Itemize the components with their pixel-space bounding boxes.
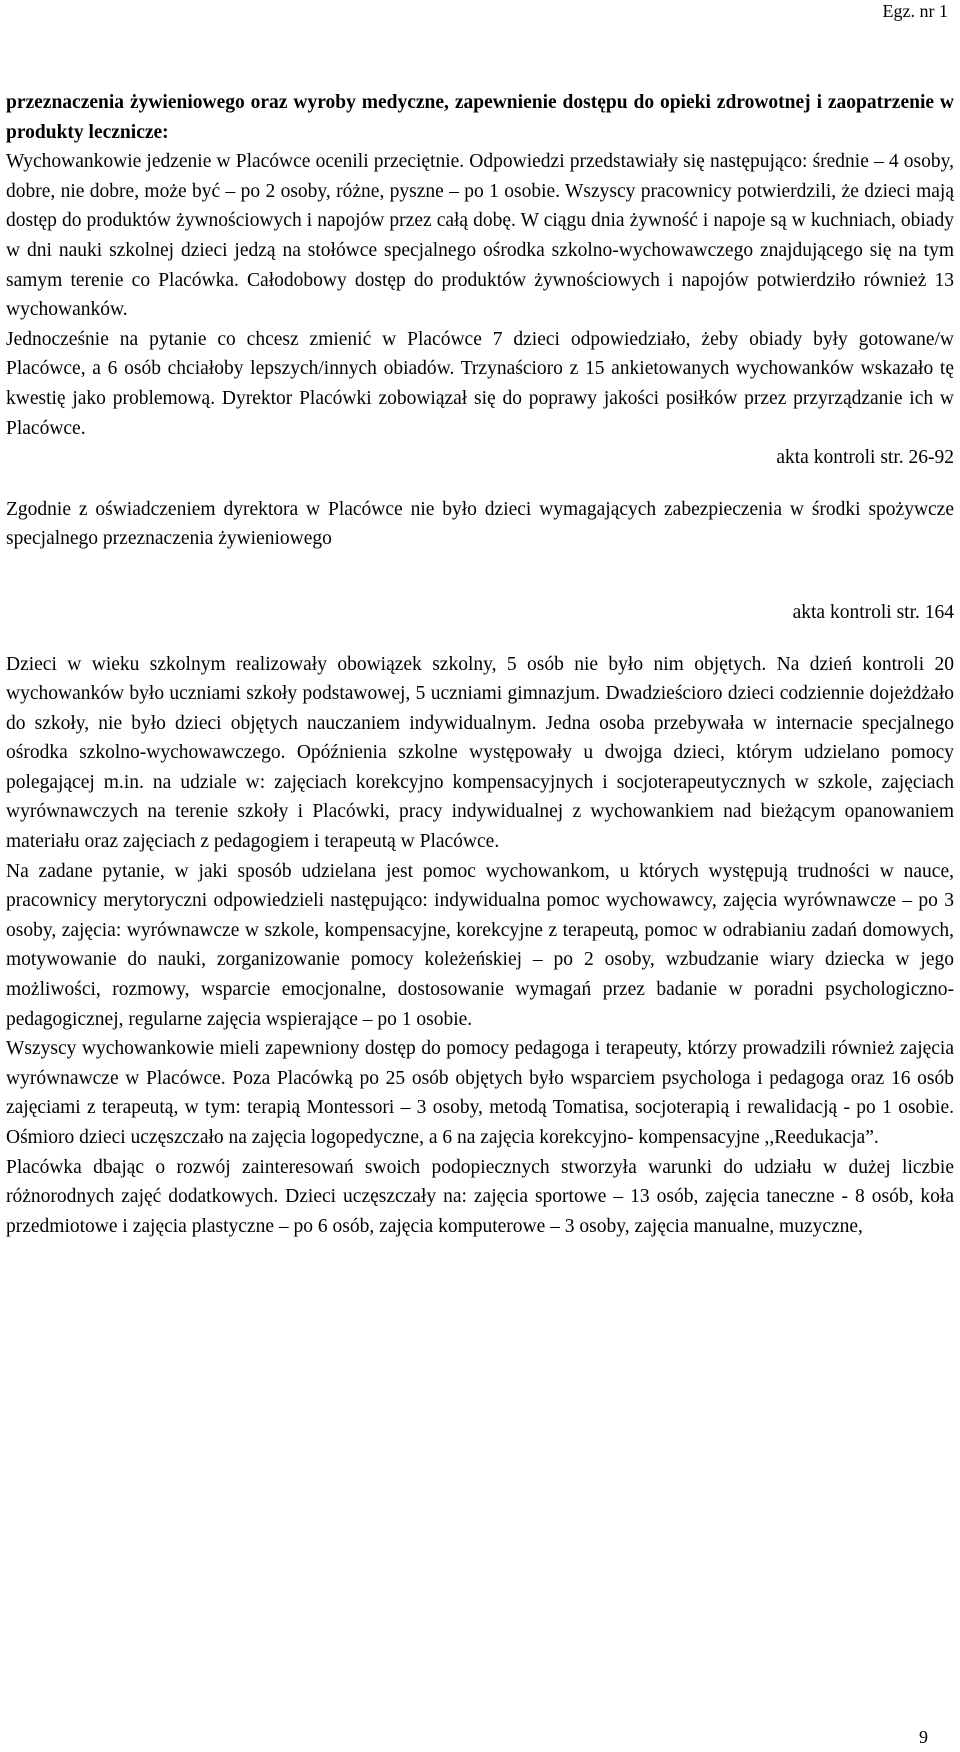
paragraph-learning-support: Na zadane pytanie, w jaki sposób udzielana jest pomoc wychowankom, u których występują trudności w nauce, pracownicy merytoryczni odpowiedzieli następująco: indywidualna pomoc wychowawcy, zajęcia wyrównawcze – po 3 osoby, zajęcia: wyrównawcze w szkole, kompensacyjne, korekcyjne z terapeutą, pomoc w odrabianiu zadań domowych, motywowanie do nauki, zorganizowanie pomocy koleżeńskiej – po 2 osoby, wzbudzanie wiary dziecka w jego możliwości, rozmowy, wsparcie emocjonalne, dostosowanie wymagań przez badanie w poradni psychologiczno-pedagogicznej, regularne zajęcia wspierające – po 1 osobie. xyxy=(6,860,954,1030)
paragraph-schooling: Dzieci w wieku szkolnym realizowały obowiązek szkolny, 5 osób nie było nim objętych. Na dzień kontroli 20 wychowanków było uczniami szkoły podstawowej, 5 uczniami gimnazjum. Dwadzieścioro dzieci codziennie dojeżdżało do szkoły, nie było dzieci objętych nauczaniem indywidualnym. Jedna osoba przebywała w internacie specjalnego ośrodka szkolno-wychowawczego. Opóźnienia szkolne występowały u dwojga dzieci, którym udzielano pomocy polegającej m.in. na udziale w: zajęciach korekcyjno kompensacyjnych i socjoterapeutycznych w szkole, zajęciach wyrównawczych na terenie szkoły i Placówki, pracy indywidualnej z wychowankiem nad bieżącym opanowaniem materiału oraz zajęciach z pedagogiem i terapeutą w Placówce. xyxy=(6,653,954,853)
paragraph-special-nutrition: Zgodnie z oświadczeniem dyrektora w Placówce nie było dzieci wymagających zabezpieczenia w środki spożywcze specjalnego przeznaczenia żywieniowego xyxy=(6,498,954,550)
paragraph-meals-assessment: Wychowankowie jedzenie w Placówce ocenili przeciętnie. Odpowiedzi przedstawiały się następująco: średnie – 4 osoby, dobre, nie dobre, może być – po 2 osoby, różne, pyszne – po 1 osobie. Wszyscy pracownicy potwierdzili, że dzieci mają dostęp do produktów żywnościowych i napojów przez całą dobę. W ciągu dnia żywność i napoje są w kuchniach, obiady w dni nauki szkolnej dzieci jedzą na stołówce specjalnego ośrodka szkolno-wychowawczego znajdującego się na tym samym terenie co Placówka. Całodobowy dostęp do produktów żywnościowych i napojów potwierdziło również 13 wychowanków. xyxy=(6,151,954,321)
spacer xyxy=(6,628,954,650)
copy-number-label: Egz. nr 1 xyxy=(882,1,948,21)
section-heading: przeznaczenia żywieniowego oraz wyroby medyczne, zapewnienie dostępu do opieki zdrowotnej i zaopatrzenie w produkty lecznicze: xyxy=(6,92,954,143)
spacer xyxy=(6,473,954,495)
document-body xyxy=(6,88,954,1241)
file-reference: akta kontroli str. 26-92 xyxy=(776,447,954,469)
paragraph-meals-changes: Jednocześnie na pytanie co chcesz zmienić w Placówce 7 dzieci odpowiedziało, żeby obiady były gotowane/w Placówce, a 6 osób chciałoby lepszych/innych obiadów. Trzynaścioro z 15 ankietowanych wychowanków wskazało tę kwestię jako problemową. Dyrektor Placówki zobowiązał się do poprawy jakości posiłków przez przyrządzanie ich w Placówce. xyxy=(6,328,954,439)
paragraph-therapy-access: Wszyscy wychowankowie mieli zapewniony dostęp do pomocy pedagoga i terapeuty, którzy prowadzili również zajęcia wyrównawcze w Placówce. Poza Placówką po 25 osób objętych było wsparciem psychologa i pedagoga oraz 16 osób zajęciami z terapeutą, w tym: terapią Montessori – 3 osoby, metodą Tomatisa, socjoterapią i rewalidacją - po 1 osobie. Ośmioro dzieci uczęszczało na zajęcia logopedyczne, a 6 na zajęcia korekcyjno- kompensacyjne ,,Reedukacja”. xyxy=(6,1038,954,1148)
file-reference: akta kontroli str. 164 xyxy=(792,601,954,623)
spacer xyxy=(6,554,954,598)
paragraph-extracurricular: Placówka dbając o rozwój zainteresowań swoich podopiecznych stworzyła warunki do udziału w dużej liczbie różnorodnych zajęć dodatkowych. Dzieci uczęszczały na: zajęcia sportowe – 13 osób, zajęcia taneczne - 8 osób, koła przedmiotowe i zajęcia plastyczne – po 6 osób, zajęcia komputerowe – 3 osoby, zajęcia manualne, muzyczne, xyxy=(6,1156,954,1237)
page-number: 9 xyxy=(919,1727,928,1747)
